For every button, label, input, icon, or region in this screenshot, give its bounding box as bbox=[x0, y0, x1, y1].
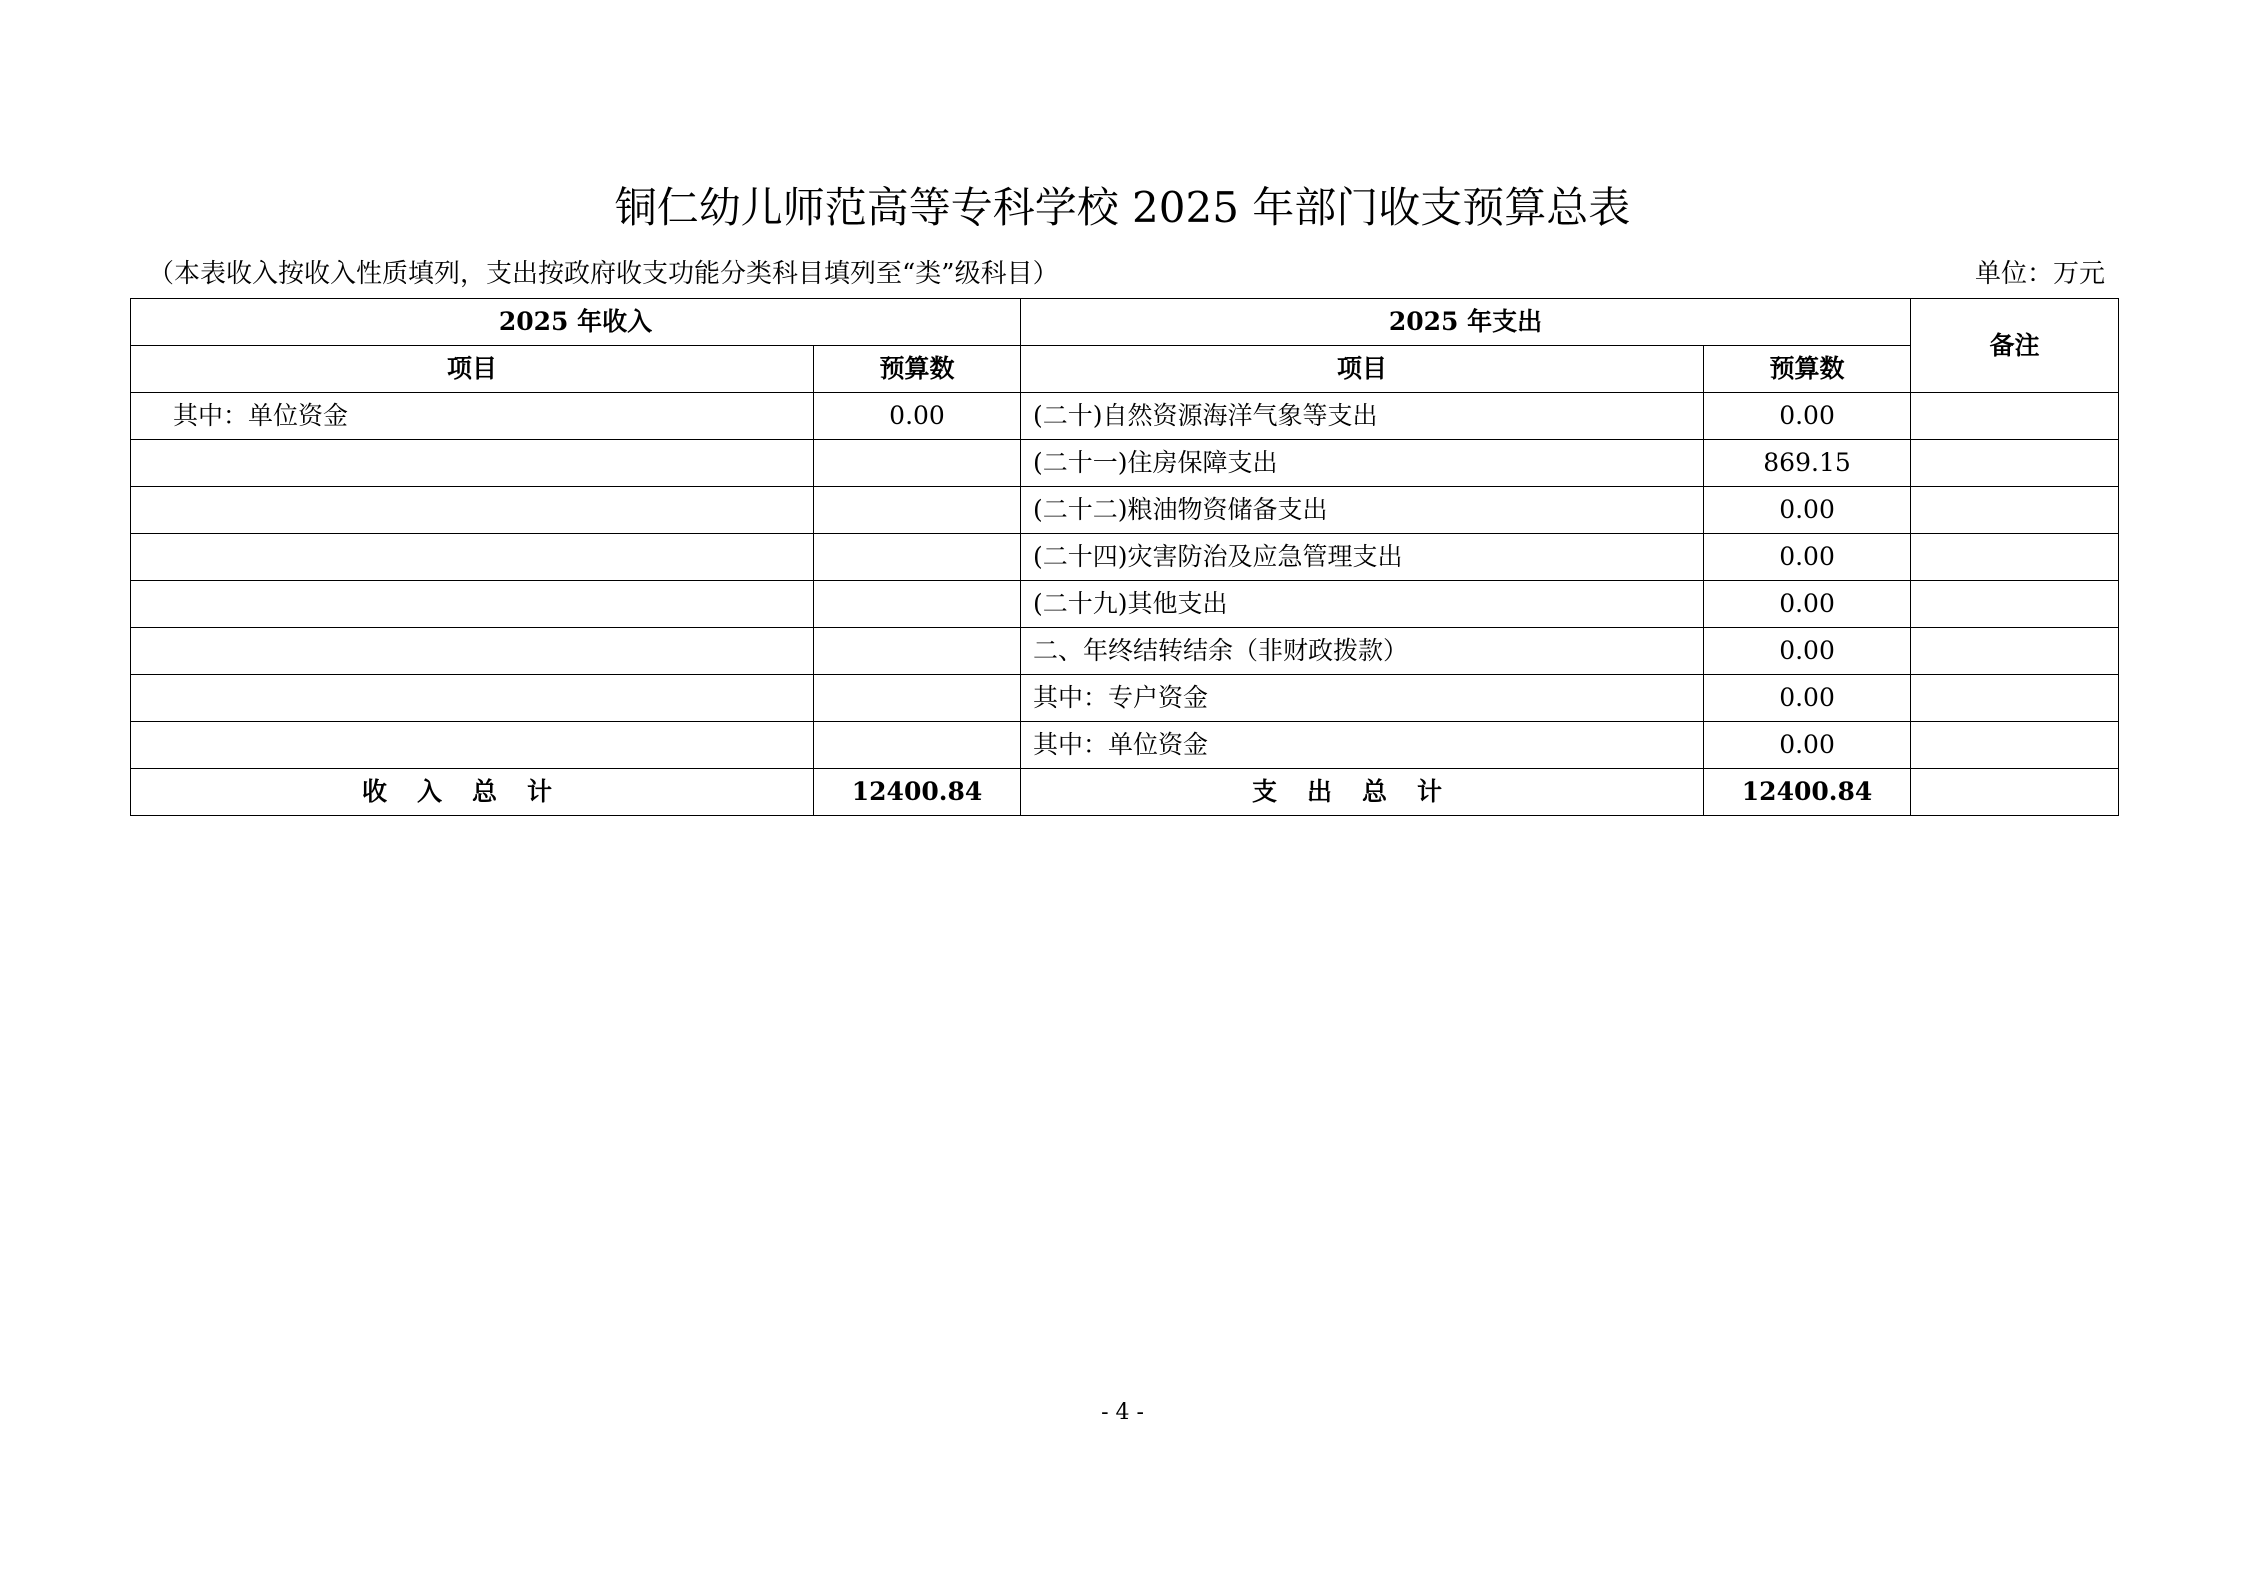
remark-cell bbox=[1911, 769, 2119, 816]
remark-cell bbox=[1911, 628, 2119, 675]
expense-amount-cell: 0.00 bbox=[1704, 581, 1911, 628]
income-amount-cell: 0.00 bbox=[814, 393, 1021, 440]
income-item-cell bbox=[131, 581, 814, 628]
expense-amount-cell: 0.00 bbox=[1704, 393, 1911, 440]
income-item-cell bbox=[131, 440, 814, 487]
expense-amount-cell: 0.00 bbox=[1704, 534, 1911, 581]
remark-cell bbox=[1911, 487, 2119, 534]
income-amount-cell bbox=[814, 675, 1021, 722]
income-total-amount: 12400.84 bbox=[814, 769, 1021, 816]
expense-amount-cell: 0.00 bbox=[1704, 675, 1911, 722]
table-row bbox=[131, 675, 2119, 722]
income-item-cell: 其中：单位资金 bbox=[131, 393, 814, 440]
expense-item-cell: (二十九)其他支出 bbox=[1021, 581, 1704, 628]
header-row-columns bbox=[131, 346, 2119, 393]
income-group-header: 2025 年收入 bbox=[131, 299, 1021, 346]
remark-cell bbox=[1911, 534, 2119, 581]
income-amount-cell bbox=[814, 534, 1021, 581]
income-amount-header: 预算数 bbox=[814, 346, 1021, 393]
page-title: 铜仁幼儿师范高等专科学校 2025 年部门收支预算总表 bbox=[614, 183, 1631, 232]
totals-row bbox=[131, 769, 2119, 816]
income-amount-cell bbox=[814, 722, 1021, 769]
remark-cell bbox=[1911, 581, 2119, 628]
expense-item-cell: 其中：单位资金 bbox=[1021, 722, 1704, 769]
remark-cell bbox=[1911, 722, 2119, 769]
remark-cell bbox=[1911, 393, 2119, 440]
expense-item-cell: (二十)自然资源海洋气象等支出 bbox=[1021, 393, 1704, 440]
unit-label: 单位：万元 bbox=[1974, 259, 2105, 289]
expense-item-cell: (二十二)粮油物资储备支出 bbox=[1021, 487, 1704, 534]
expense-amount-cell: 0.00 bbox=[1704, 487, 1911, 534]
table-row bbox=[131, 628, 2119, 675]
income-item-cell bbox=[131, 675, 814, 722]
income-amount-cell bbox=[814, 440, 1021, 487]
expense-amount-cell: 0.00 bbox=[1704, 628, 1911, 675]
expense-total-label: 支出总计 bbox=[1021, 769, 1704, 816]
expense-item-cell: 二、年终结转结余（非财政拨款） bbox=[1021, 628, 1704, 675]
header-row-groups bbox=[131, 299, 2119, 346]
table-note: （本表收入按收入性质填列，支出按政府收支功能分类科目填列至“类”级科目） bbox=[148, 259, 1059, 289]
remark-cell bbox=[1911, 675, 2119, 722]
expense-item-header: 项目 bbox=[1021, 346, 1704, 393]
budget-table bbox=[130, 298, 2119, 816]
income-item-cell bbox=[131, 628, 814, 675]
income-item-header: 项目 bbox=[131, 346, 814, 393]
page-number: - 4 - bbox=[1101, 1400, 1144, 1425]
income-item-cell bbox=[131, 722, 814, 769]
expense-total-amount: 12400.84 bbox=[1704, 769, 1911, 816]
table-row bbox=[131, 581, 2119, 628]
expense-item-cell: 其中：专户资金 bbox=[1021, 675, 1704, 722]
expense-amount-header: 预算数 bbox=[1704, 346, 1911, 393]
expense-item-cell: (二十一)住房保障支出 bbox=[1021, 440, 1704, 487]
income-amount-cell bbox=[814, 628, 1021, 675]
income-amount-cell bbox=[814, 487, 1021, 534]
income-item-cell bbox=[131, 487, 814, 534]
income-amount-cell bbox=[814, 581, 1021, 628]
remark-header: 备注 bbox=[1911, 299, 2119, 393]
income-item-cell bbox=[131, 534, 814, 581]
remark-cell bbox=[1911, 440, 2119, 487]
table-row bbox=[131, 722, 2119, 769]
table-row bbox=[131, 487, 2119, 534]
income-total-label: 收入总计 bbox=[131, 769, 814, 816]
expense-group-header: 2025 年支出 bbox=[1021, 299, 1911, 346]
table-row bbox=[131, 534, 2119, 581]
table-row bbox=[131, 440, 2119, 487]
expense-amount-cell: 0.00 bbox=[1704, 722, 1911, 769]
expense-amount-cell: 869.15 bbox=[1704, 440, 1911, 487]
table-row bbox=[131, 393, 2119, 440]
expense-item-cell: (二十四)灾害防治及应急管理支出 bbox=[1021, 534, 1704, 581]
